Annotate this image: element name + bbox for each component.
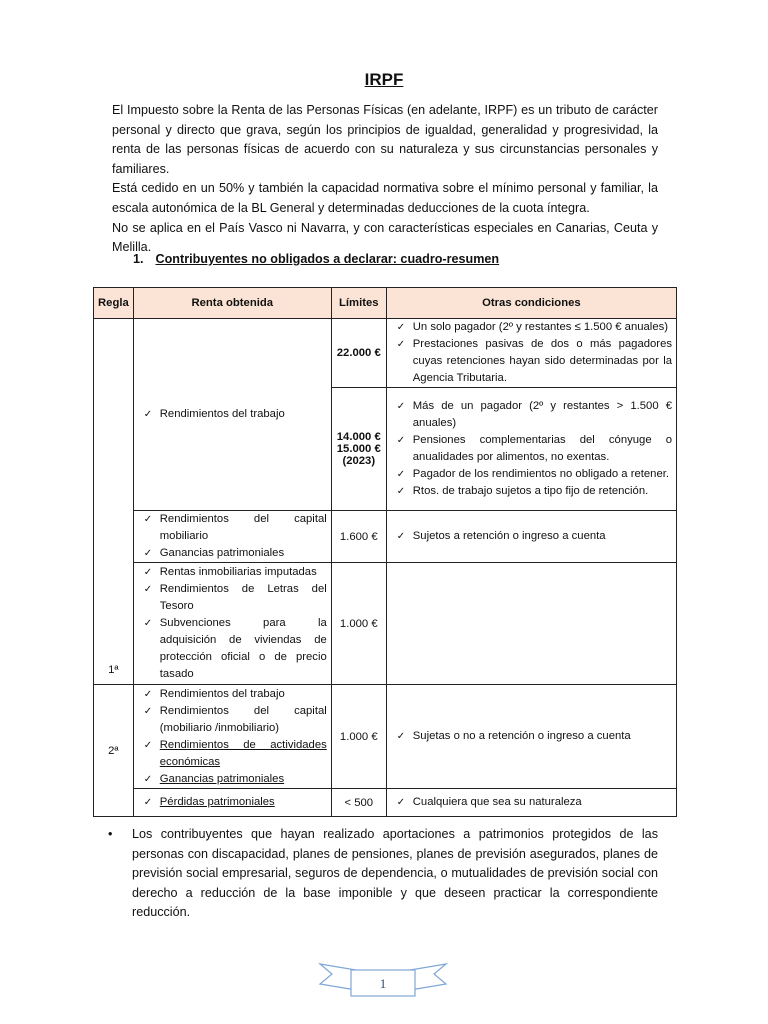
renta-cell bbox=[133, 563, 331, 685]
intro-paragraph: Está cedido en un 50% y también la capacidad normativa sobre el mínimo personal y familiar, la escala autonómica de la BL General y determinadas deducciones de la cuota íntegra. bbox=[112, 181, 658, 215]
conditions-cell bbox=[386, 388, 676, 511]
check-icon: ✓ bbox=[396, 435, 406, 446]
header-limites: Límites bbox=[331, 288, 386, 319]
list-item: ✓ Ganancias patrimoniales bbox=[138, 545, 327, 562]
summary-table bbox=[93, 287, 677, 817]
bullet-icon: • bbox=[108, 827, 113, 841]
limit-cell: 22.000 € bbox=[331, 319, 386, 388]
conditions-cell bbox=[386, 563, 676, 685]
limit-cell: 1.000 € bbox=[331, 685, 386, 789]
check-icon: ✓ bbox=[396, 469, 406, 480]
conditions-cell bbox=[386, 789, 676, 817]
table-row bbox=[94, 789, 677, 817]
check-icon: ✓ bbox=[143, 797, 153, 808]
list-item: ✓ Rentas inmobiliarias imputadas bbox=[138, 564, 327, 581]
limit-cell: < 500 bbox=[331, 789, 386, 817]
check-icon: ✓ bbox=[396, 339, 406, 350]
page-number: 1 bbox=[379, 976, 387, 991]
intro-text bbox=[112, 101, 658, 258]
list-item: ✓ Rendimientos de Letras del Tesoro bbox=[143, 583, 327, 612]
check-icon: ✓ bbox=[143, 409, 153, 420]
check-icon: ✓ bbox=[396, 731, 406, 742]
regla-cell: 1ª bbox=[94, 319, 134, 685]
page-number-banner bbox=[318, 960, 448, 1005]
check-icon: ✓ bbox=[143, 548, 153, 559]
list-item: ✓ Sujetas o no a retención o ingreso a cuenta bbox=[391, 728, 672, 745]
list-item: ✓ Rendimientos del capital (mobiliario /inmobiliario) bbox=[143, 704, 327, 734]
check-icon: ✓ bbox=[143, 567, 153, 578]
header-renta: Renta obtenida bbox=[133, 288, 331, 319]
limit-cell: 1.000 € bbox=[331, 563, 386, 685]
list-item: ✓ Un solo pagador (2º y restantes ≤ 1.500 € anuales) bbox=[391, 319, 672, 336]
check-icon: ✓ bbox=[143, 514, 153, 525]
check-icon: ✓ bbox=[396, 486, 406, 497]
bullet-paragraph: • Los contribuyentes que hayan realizado aportaciones a patrimonios protegidos de las personas con discapacidad, planes de pensiones, planes de previsión asegurados, planes de previsión social empresarial, seguros de dependencia, o mutualidades de previsión social con derecho a reducción de la base imponible y que deseen practicar la correspondiente reducción. bbox=[108, 827, 658, 920]
list-item: ✓ Rendimientos de actividades económicas bbox=[143, 738, 327, 768]
header-condiciones: Otras condiciones bbox=[386, 288, 676, 319]
table-row bbox=[94, 685, 677, 789]
list-item: ✓ Ganancias patrimoniales bbox=[138, 771, 327, 788]
section-heading bbox=[133, 252, 499, 266]
regla-cell: 2ª bbox=[94, 685, 134, 817]
document-title: IRPF bbox=[364, 70, 404, 89]
check-icon: ✓ bbox=[143, 773, 153, 785]
check-icon: ✓ bbox=[143, 688, 153, 700]
section-title: Contribuyentes no obligados a declarar: cuadro-resumen bbox=[155, 252, 500, 266]
limit-cell: 1.600 € bbox=[331, 511, 386, 563]
check-icon: ✓ bbox=[143, 618, 153, 629]
limit-cell: 14.000 € 15.000 € (2023) bbox=[331, 388, 386, 511]
list-item: ✓ Rendimientos del trabajo bbox=[138, 686, 327, 703]
renta-cell bbox=[133, 319, 331, 511]
conditions-cell bbox=[386, 319, 676, 388]
table-row bbox=[94, 319, 677, 388]
intro-paragraph: No se aplica en el País Vasco ni Navarra, y con características especiales en Canarias, Ceuta y Melilla. bbox=[112, 220, 658, 255]
conditions-cell bbox=[386, 511, 676, 563]
list-item: ✓ Pagador de los rendimientos no obligado a retener. bbox=[391, 466, 672, 483]
intro-paragraph: El Impuesto sobre la Renta de las Personas Físicas (en adelante, IRPF) es un tributo de carácter personal y directo que grava, según los principios de igualdad, generalidad y progresividad, la renta de las personas físicas de acuerdo con su naturaleza y sus circunstancias personales y familiares. bbox=[112, 103, 658, 176]
list-item: ✓ Más de un pagador (2º y restantes > 1.500 € anuales) bbox=[396, 400, 672, 429]
check-icon: ✓ bbox=[396, 401, 406, 412]
renta-cell bbox=[133, 685, 331, 789]
header-regla: Regla bbox=[94, 288, 134, 319]
renta-cell bbox=[133, 789, 331, 817]
list-item: ✓ Subvenciones para la adquisición de viviendas de protección oficial o de precio tasado bbox=[143, 617, 327, 680]
list-item: ✓ Pensiones complementarias del cónyuge o anualidades por alimentos, no exentas. bbox=[396, 434, 672, 463]
list-item: ✓ Cualquiera que sea su naturaleza bbox=[391, 794, 672, 811]
table-row bbox=[94, 563, 677, 685]
list-item: ✓ Rendimientos del trabajo bbox=[138, 406, 327, 423]
list-item: ✓ Sujetos a retención o ingreso a cuenta bbox=[391, 528, 672, 545]
list-item: ✓ Rtos. de trabajo sujetos a tipo fijo de retención. bbox=[391, 483, 672, 500]
check-icon: ✓ bbox=[396, 531, 406, 542]
check-icon: ✓ bbox=[143, 584, 153, 595]
conditions-cell bbox=[386, 685, 676, 789]
list-item: ✓ Prestaciones pasivas de dos o más pagadores cuyas retenciones hayan sido determinadas por la Agencia Tributaria. bbox=[396, 338, 672, 384]
check-icon: ✓ bbox=[143, 705, 153, 717]
table-header-row bbox=[94, 288, 677, 319]
check-icon: ✓ bbox=[143, 739, 153, 751]
list-item: ✓ Rendimientos del capital mobiliario bbox=[143, 513, 327, 542]
check-icon: ✓ bbox=[396, 797, 406, 808]
check-icon: ✓ bbox=[396, 322, 406, 333]
table-row bbox=[94, 511, 677, 563]
list-item: ✓ Pérdidas patrimoniales bbox=[138, 794, 327, 811]
renta-cell bbox=[133, 511, 331, 563]
section-number: 1. bbox=[133, 252, 144, 266]
